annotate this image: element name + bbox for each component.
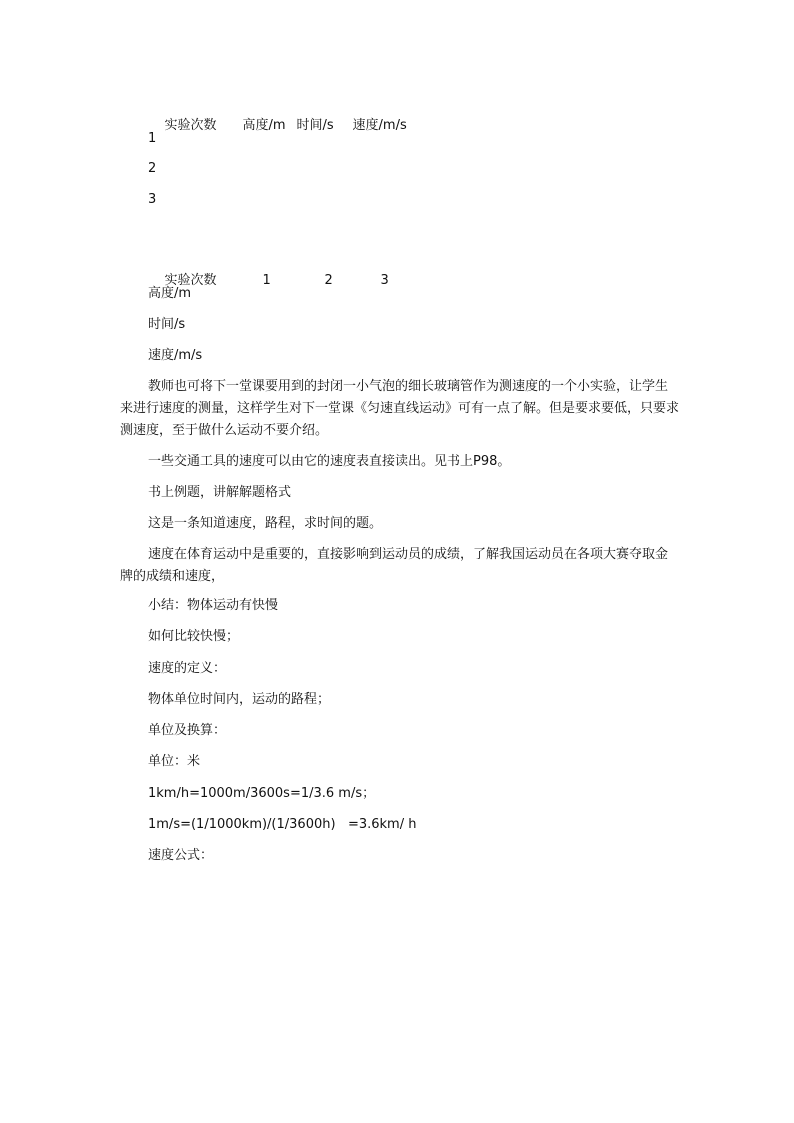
paragraph-question-type: 这是一条知道速度，路程，求时间的题。 [148, 516, 383, 531]
table1-row-1: 1 [148, 131, 157, 146]
summary-heading: 小结：物体运动有快慢 [148, 598, 279, 613]
paragraph-experiment-note: 教师也可将下一堂课要用到的封闭一小气泡的细长玻璃管作为测速度的一个小实验，让学生来进行速度的测量，这样学生对下一堂课《匀速直线运动》可有一点了解。但是要求要低，只要求测速度，至于做什么运动不要介绍。 [120, 379, 680, 438]
summary-definition: 物体单位时间内，运动的路程； [148, 692, 331, 707]
table2-row-height: 高度/m [148, 286, 192, 301]
conversion-kmh: 1km/h=1000m/3600s=1/3.6 m/s； [148, 786, 376, 801]
summary-compare: 如何比较快慢； [148, 629, 240, 644]
table1-header-speed: 速度/m/s [352, 118, 407, 133]
table2-row-time: 时间/s [148, 317, 186, 332]
paragraph-sports: 速度在体育运动中是重要的，直接影响到运动员的成绩，了解我国运动员在各项大赛夺取金牌的成绩和速度， [120, 547, 669, 584]
table1-header-height: 高度/m [242, 118, 286, 133]
table1-header-row [148, 99, 407, 153]
table2-row-speed: 速度/m/s [148, 348, 203, 363]
table2-col-3: 3 [380, 273, 389, 288]
paragraph-speedometer: 一些交通工具的速度可以由它的速度表直接读出。见书上P98。 [148, 454, 511, 469]
conversion-ms: 1m/s=(1/1000km)/(1/3600h) =3.6km/ h [148, 817, 417, 832]
paragraph-example: 书上例题，讲解解题格式 [148, 485, 292, 500]
summary-unit: 单位：米 [148, 754, 201, 769]
table1-row-2: 2 [148, 161, 157, 176]
table1-header-time: 时间/s [296, 118, 334, 133]
table2-header-trials: 实验次数 [164, 273, 217, 288]
table2-col-1: 1 [262, 273, 271, 288]
table1-row-3: 3 [148, 192, 157, 207]
summary-units-label: 单位及换算： [148, 723, 227, 738]
speed-formula-label: 速度公式： [148, 848, 214, 863]
summary-definition-label: 速度的定义： [148, 661, 227, 676]
table1-header-trials: 实验次数 [164, 118, 217, 133]
table2-col-2: 2 [324, 273, 333, 288]
